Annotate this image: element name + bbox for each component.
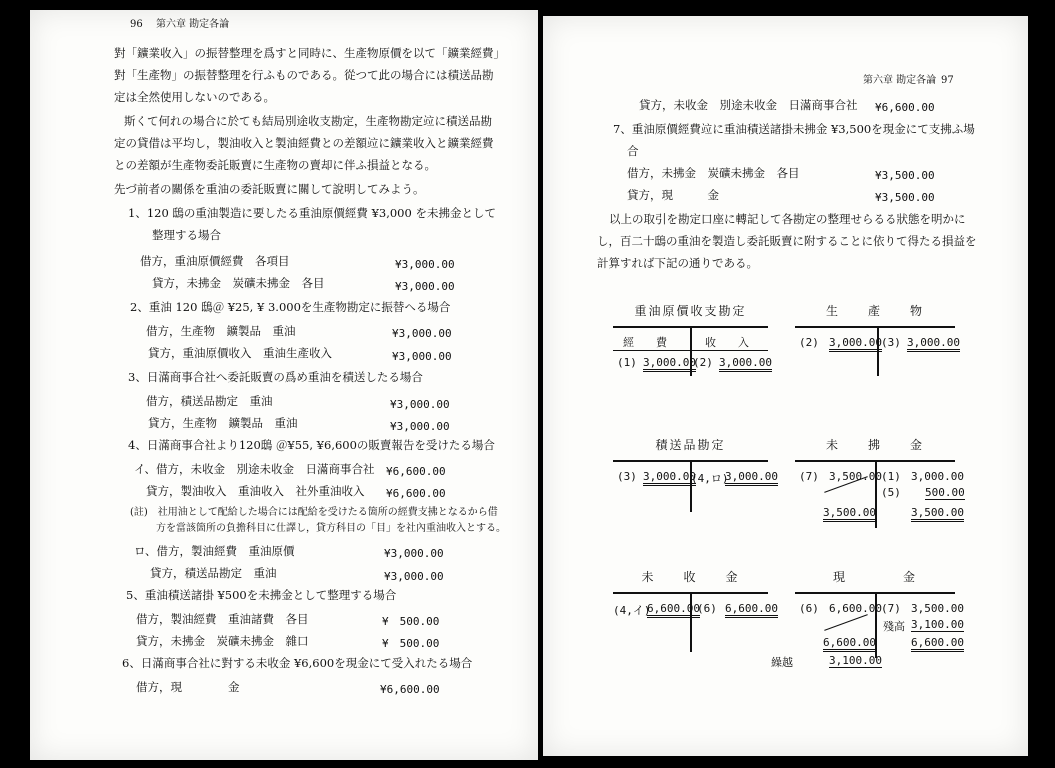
body-line: 定の貸借は平均し，製油收入と製油經費との差額竝に鑛業收入と鑛業經費 — [114, 136, 494, 150]
debit-amount: 3,000.00 — [643, 356, 696, 372]
entry-line: 7、重油原價經費竝に重油積送諸掛未拂金 ¥3,500を現金にて支拂ふ場 — [613, 122, 975, 136]
body-line: 以上の取引を勘定口座に轉記して各勘定の整理せらるる狀態を明かに — [609, 212, 966, 226]
entry-line: 貸方，重油原價收入 重油生產收入 — [148, 346, 332, 360]
debit-ref: (2) — [799, 336, 819, 349]
account-rule — [795, 326, 955, 328]
note-line: 方を當該箇所の負擔科目に仕譯し，貸方科目の「目」を社內重油收入とする。 — [156, 523, 506, 534]
entry-amount: ¥6,600.00 — [875, 101, 935, 114]
entry-amount: ¥3,000.00 — [384, 570, 444, 583]
body-line: し，百二十鴟の重油を製造し委託販賣に附することに依りて得たる損益を — [597, 234, 977, 248]
entry-line: 借方，現 金 — [136, 680, 240, 694]
debit-total: 6,600.00 — [823, 636, 876, 652]
credit-amount: 3,100.00 — [911, 618, 964, 631]
credit-ref: (6) — [697, 602, 717, 615]
t-account-unpaid — [795, 436, 965, 536]
credit-ref: (5) — [881, 486, 901, 499]
credit-amount: 3,000.00 — [907, 336, 960, 352]
entry-line: 貸方，現 金 — [627, 188, 719, 202]
entry-amount: ¥3,000.00 — [395, 280, 455, 293]
entry-line: 合 — [627, 144, 639, 158]
account-divider — [690, 592, 692, 652]
credit-amount: 3,000.00 — [725, 470, 778, 486]
debit-amount: 3,500.00 — [829, 470, 882, 483]
account-title: 積送品勘定 — [655, 438, 726, 452]
debit-amount: 6,600.00 — [829, 602, 882, 615]
account-divider — [690, 460, 692, 512]
debit-ref: (3) — [617, 470, 637, 483]
entry-line: 貸方，積送品勘定 重油 — [150, 566, 277, 580]
account-title: 未 拂 金 — [825, 438, 924, 452]
credit-ref: 殘高 — [883, 620, 905, 633]
entry-line: 貸方，未收金 別途未收金 日滿商事合社 — [639, 98, 858, 112]
entry-amount: ¥6,600.00 — [386, 487, 446, 500]
credit-amount: 6,600.00 — [725, 602, 778, 618]
body-line: 定は全然使用しないのである。 — [114, 90, 275, 104]
account-sub-label: 收 入 — [705, 336, 749, 349]
entry-line: イ、借方，未收金 別途未收金 日滿商事合社 — [134, 462, 375, 476]
t-account-cash — [771, 568, 964, 688]
entry-line: 借方，製油經費 重油諸費 各目 — [136, 612, 309, 626]
debit-amount: 6,600.00 — [647, 602, 700, 618]
entry-line: 借方，重油原價經費 各項目 — [140, 254, 290, 268]
page-number: 96 — [130, 19, 143, 30]
entry-amount: ¥6,600.00 — [386, 465, 446, 478]
carry-amount: 3,100.00 — [829, 654, 882, 667]
debit-ref: (1) — [617, 356, 637, 369]
t-account-receivable — [613, 568, 778, 658]
entry-line: 3、日滿商事合社へ委託販賣の爲め重油を積送したる場合 — [128, 370, 423, 384]
entry-line: 貸方，製油收入 重油收入 社外重油收入 — [146, 484, 365, 498]
body-line: 先づ前者の關係を重油の委託販賣に關して說明してみよう。 — [114, 182, 425, 196]
entry-amount: ¥3,000.00 — [392, 350, 452, 363]
account-title: 生 產 物 — [825, 304, 924, 318]
entry-line: 6、日滿商事合社に對する未收金 ¥6,600を現金にて受入れたる場合 — [122, 656, 473, 670]
body-line: 對「鑛業收入」の振替整理を爲すと同時に、生產物原價を以て「鑛業經費」 — [114, 46, 505, 60]
credit-amount: 3,000.00 — [719, 356, 772, 372]
t-account-product — [795, 302, 960, 382]
body-line: 對「生產物」の振替整理を行ふものである。從つて此の場合には積送品勘 — [114, 68, 494, 82]
credit-total: 3,500.00 — [911, 506, 964, 522]
credit-ref: (4,ロ) — [691, 472, 729, 485]
entry-amount: ¥3,500.00 — [875, 169, 935, 182]
credit-ref: (7) — [881, 602, 901, 615]
entry-line: 貸方，未拂金 炭礦未拂金 雜口 — [136, 634, 309, 648]
entry-amount: ¥3,000.00 — [390, 398, 450, 411]
t-account-fuel-oil-cost — [613, 302, 772, 382]
entry-line: ロ、借方，製油經費 重油原價 — [134, 544, 295, 558]
body-line: との差額が生產物委託販賣に生產物の賣却に伴ふ損益となる。 — [114, 158, 436, 172]
entry-amount: ¥3,000.00 — [395, 258, 455, 271]
debit-ref: (4,イ) — [613, 604, 651, 617]
credit-total: 6,600.00 — [911, 636, 964, 652]
carry-label: 繰越 — [771, 656, 793, 669]
note-line: (註) 社用油として配給した場合には配給を受けたる箇所の經費支拂となるから借 — [130, 507, 498, 518]
entry-line: 4、日滿商事合社より120鴟 ＠¥55, ¥6,600の販賣報告を受けたる場合 — [128, 438, 495, 452]
credit-amount: 3,000.00 — [911, 470, 964, 483]
debit-ref: (6) — [799, 602, 819, 615]
chapter-header: 第六章 勘定各論 — [863, 75, 937, 86]
account-sub-label: 經 費 — [623, 336, 667, 349]
page-number: 97 — [941, 75, 954, 86]
cancel-stroke — [824, 614, 868, 631]
entry-line: 借方，未拂金 炭礦未拂金 各目 — [627, 166, 800, 180]
entry-amount: ¥ 500.00 — [382, 637, 440, 650]
t-account-consignment — [613, 436, 778, 516]
entry-line: 1、120 鴟の重油製造に要したる重油原價經費 ¥3,000 を未拂金として — [128, 206, 496, 220]
credit-ref: (3) — [881, 336, 901, 349]
entry-amount: ¥ 500.00 — [382, 615, 440, 628]
debit-amount: 3,000.00 — [643, 470, 696, 486]
entry-amount: ¥3,500.00 — [875, 191, 935, 204]
debit-total: 3,500.00 — [823, 506, 876, 522]
account-title: 重油原價收支勘定 — [634, 304, 747, 318]
account-title: 現 金 — [832, 570, 917, 584]
credit-ref: (1) — [881, 470, 901, 483]
credit-amount: 3,500.00 — [911, 602, 964, 615]
entry-line: 整理する場合 — [152, 228, 221, 242]
entry-line: 2、重油 120 鴟＠ ¥25, ¥ 3.000を生產物勘定に振替へる場合 — [130, 300, 451, 314]
body-line: 計算すれば下記の通りである。 — [597, 256, 758, 270]
entry-amount: ¥6,600.00 — [380, 683, 440, 696]
entry-line: 借方，積送品勘定 重油 — [146, 394, 273, 408]
credit-amount: 500.00 — [925, 486, 965, 499]
entry-line: 貸方，生產物 鑛製品 重油 — [148, 416, 298, 430]
debit-ref: (7) — [799, 470, 819, 483]
chapter-header: 第六章 勘定各論 — [156, 19, 230, 30]
entry-line: 貸方，未拂金 炭礦未拂金 各目 — [152, 276, 325, 290]
entry-amount: ¥3,000.00 — [392, 327, 452, 340]
entry-line: 借方，生產物 鑛製品 重油 — [146, 324, 296, 338]
account-rule — [613, 350, 768, 351]
entry-amount: ¥3,000.00 — [390, 420, 450, 433]
entry-line: 5、重油積送諸掛 ¥500を未拂金として整理する場合 — [126, 588, 397, 602]
right-page — [543, 16, 1028, 756]
account-title: 未 收 金 — [641, 570, 740, 584]
body-line: 斯くて何れの場合に於ても結局別途收支勘定，生產物勘定竝に積送品勘 — [124, 114, 492, 128]
debit-amount: 3,000.00 — [829, 336, 882, 352]
left-page — [30, 10, 538, 760]
credit-ref: (2) — [693, 356, 713, 369]
entry-amount: ¥3,000.00 — [384, 547, 444, 560]
